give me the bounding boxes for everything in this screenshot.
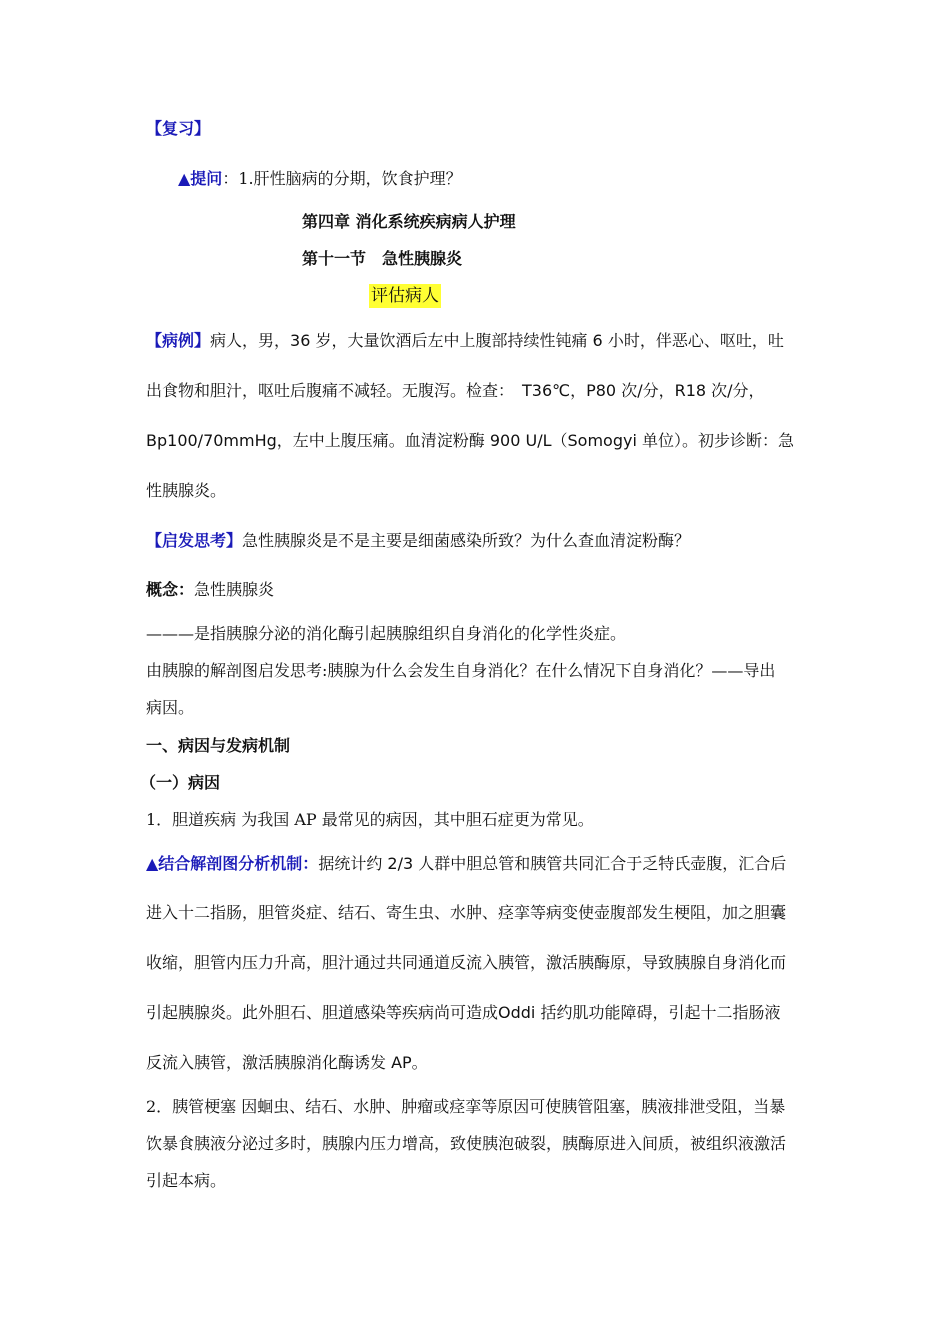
question-label: ▲提问 [178,169,223,188]
review-label: 【复习】 [146,119,211,138]
review-question [178,166,462,189]
case-line-2: 出食物和胆汁，呕吐后腹痛不减轻。无腹泻。检查： T36℃，P80 次/分，R18 次/分， [146,381,765,400]
assess-highlight: 评估病人 [371,286,439,306]
mechanism-label: ▲结合解剖图分析机制： [146,854,319,873]
anatomy-line-2: 病因。 [146,698,195,717]
mechanism-line-5: 反流入胰管，激活胰腺消化酶诱发 AP。 [146,1053,428,1072]
concept-definition: ———是指胰腺分泌的消化酶引起胰腺组织自身消化的化学性炎症。 [146,624,627,643]
section1-sub: （一）病因 [140,773,221,792]
section1-title: 一、病因与发病机制 [146,736,291,755]
case-line-3: Bp100/70mmHg，左中上腹压痛。血清淀粉酶 900 U/L（Somogyi 单位）。初步诊断：急 [146,431,794,450]
mechanism-line-4: 引起胰腺炎。此外胆石、胆道感染等疾病尚可造成Oddi 括约肌功能障碍，引起十二指肠液 [146,1003,781,1022]
anatomy-line-1: 由胰腺的解剖图启发思考:胰腺为什么会发生自身消化？在什么情况下自身消化？——导出 [146,661,776,680]
mechanism-line-2: 进入十二指肠，胆管炎症、结石、寄生虫、水肿、痉挛等病变使壶腹部发生梗阻，加之胆囊 [146,903,787,922]
concept-label: 概念： [146,580,195,599]
cause-item-2-line-3: 引起本病。 [146,1171,227,1190]
mechanism-line-3: 收缩，胆管内压力升高，胆汁通过共同通道反流入胰管，激活胰酶原，导致胰腺自身消化而 [146,953,787,972]
concept-line [146,577,274,600]
case-text-1: 病人，男，36 岁，大量饮酒后左中上腹部持续性钝痛 6 小时，伴恶心、呕吐，吐 [210,331,784,350]
assess-heading [369,281,441,306]
inspire-line [146,528,690,551]
section-heading: 第十一节 急性胰腺炎 [302,249,463,268]
case-label: 【病例】 [146,331,211,350]
chapter-heading: 第四章 消化系统疾病病人护理 [302,212,516,231]
question-text: ：1.肝性脑病的分期，饮食护理？ [222,169,462,188]
mechanism-text-1: 据统计约 2/3 人群中胆总管和胰管共同汇合于乏特氏壶腹，汇合后 [318,854,787,873]
cause-item-2-line-1: 2．胰管梗塞 因蛔虫、结石、水肿、肿瘤或痉挛等原因可使胰管阻塞，胰液排泄受阻，当暴 [146,1097,786,1116]
mechanism-line-1 [146,851,786,874]
cause-item-2-line-2: 饮暴食胰液分泌过多时，胰腺内压力增高，致使胰泡破裂，胰酶原进入间质，被组织液激活 [146,1134,787,1153]
cause-item-1: 1．胆道疾病 为我国 AP 最常见的病因，其中胆石症更为常见。 [146,810,594,829]
inspire-label: 【启发思考】 [146,531,243,550]
inspire-text: 急性胰腺炎是不是主要是细菌感染所致？为什么查血清淀粉酶？ [242,531,691,550]
case-line-1 [146,328,784,351]
case-line-4: 性胰腺炎。 [146,481,227,500]
concept-term: 急性胰腺炎 [194,580,275,599]
